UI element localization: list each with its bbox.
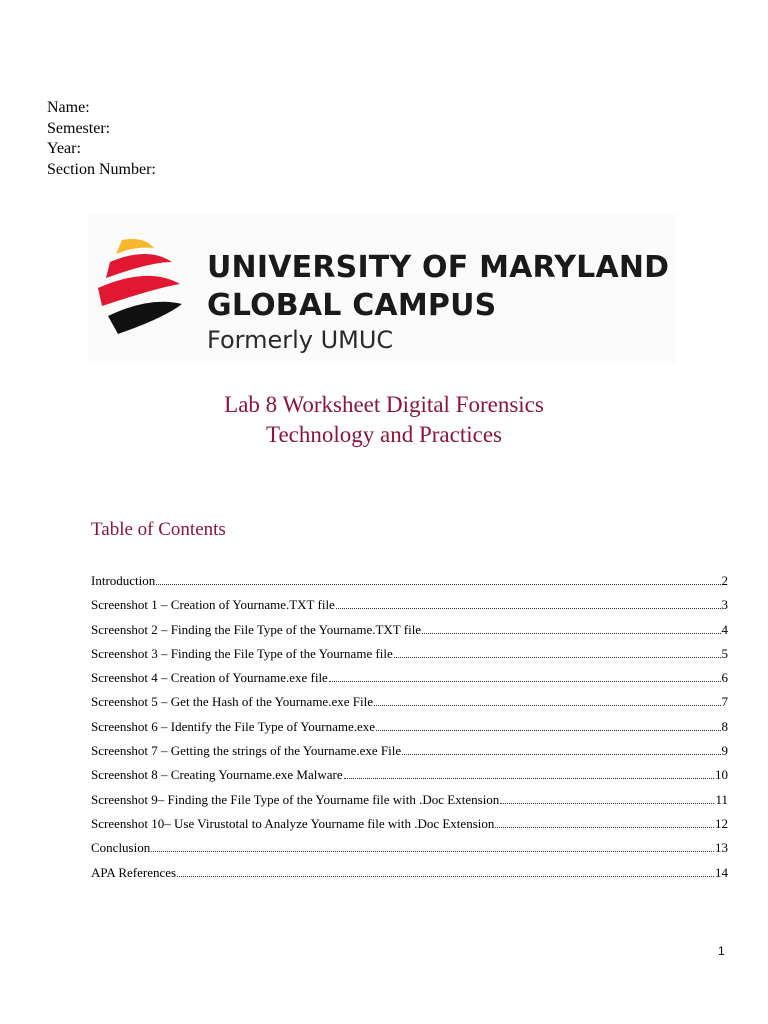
toc-entry-page: 14 — [715, 864, 728, 880]
toc-entry-label: Screenshot 2 – Finding the File Type of the Yourname.TXT file — [91, 621, 422, 637]
toc-entry[interactable] — [91, 694, 728, 718]
toc-entry[interactable] — [91, 767, 728, 791]
toc-dot-leader — [344, 778, 714, 779]
table-of-contents — [91, 573, 728, 889]
toc-dot-leader — [495, 827, 714, 828]
toc-dot-leader — [402, 754, 720, 755]
toc-entry-label: APA References — [91, 864, 177, 880]
toc-entry[interactable] — [91, 597, 728, 621]
toc-entry-page: 5 — [721, 645, 728, 661]
toc-entry-label: Screenshot 5 – Get the Hash of the Yourname.exe File — [91, 694, 373, 710]
toc-entry[interactable] — [91, 743, 728, 767]
toc-entry[interactable] — [91, 622, 728, 646]
toc-entry-page: 9 — [721, 743, 728, 759]
university-logo — [88, 214, 676, 364]
toc-dot-leader — [156, 584, 720, 585]
toc-entry-label: Screenshot 9– Finding the File Type of the Yourname file with .Doc Extension — [91, 791, 500, 807]
globe-logo-icon — [92, 232, 190, 342]
logo-text-line-2: GLOBAL CAMPUS — [207, 288, 497, 323]
logo-text-line-1: UNIVERSITY OF MARYLAND — [207, 250, 670, 285]
toc-dot-leader — [336, 608, 721, 609]
toc-dot-leader — [422, 633, 720, 634]
toc-entry[interactable] — [91, 792, 728, 816]
toc-entry-label: Screenshot 4 – Creation of Yourname.exe file — [91, 670, 328, 686]
toc-entry[interactable] — [91, 573, 728, 597]
toc-entry[interactable] — [91, 719, 728, 743]
toc-dot-leader — [329, 681, 721, 682]
name-field-label: Name: — [47, 99, 90, 116]
toc-entry[interactable] — [91, 865, 728, 889]
toc-entry-label: Screenshot 3 – Finding the File Type of the Yourname file — [91, 645, 393, 661]
toc-entry-page: 2 — [721, 573, 728, 588]
year-field-label: Year: — [47, 140, 81, 157]
page-number: 1 — [718, 944, 725, 958]
toc-dot-leader — [500, 803, 714, 804]
toc-entry-label: Screenshot 10– Use Virustotal to Analyze Yourname file with .Doc Extension — [91, 815, 495, 831]
logo-text-line-3: Formerly UMUC — [207, 326, 394, 354]
toc-dot-leader — [394, 657, 721, 658]
toc-entry-label: Screenshot 7 – Getting the strings of the Yourname.exe File — [91, 743, 402, 759]
toc-entry[interactable] — [91, 816, 728, 840]
toc-entry[interactable] — [91, 840, 728, 864]
toc-dot-leader — [177, 876, 714, 877]
toc-entry-page: 12 — [715, 815, 728, 831]
toc-entry-page: 11 — [715, 791, 728, 807]
document-title — [0, 390, 768, 450]
semester-field-label: Semester: — [47, 119, 111, 137]
toc-dot-leader — [376, 730, 720, 731]
toc-dot-leader — [151, 851, 714, 852]
document-title-line-2: Technology and Practices — [266, 422, 502, 447]
toc-dot-leader — [374, 705, 721, 706]
toc-entry-page: 7 — [721, 694, 728, 710]
toc-entry-page: 8 — [721, 718, 728, 734]
toc-entry-label: Introduction — [91, 573, 156, 588]
toc-entry-page: 10 — [715, 767, 728, 783]
toc-heading: Table of Contents — [91, 519, 226, 540]
toc-entry-page: 6 — [721, 670, 728, 686]
document-title-line-1: Lab 8 Worksheet Digital Forensics — [224, 392, 544, 417]
toc-entry-page: 4 — [721, 621, 728, 637]
toc-entry-label: Screenshot 1 – Creation of Yourname.TXT file — [91, 597, 335, 613]
section-number-field-label: Section Number: — [47, 160, 156, 178]
toc-entry[interactable] — [91, 670, 728, 694]
toc-entry-label: Screenshot 6 – Identify the File Type of Yourname.exe — [91, 718, 376, 734]
header-fields — [47, 98, 156, 180]
toc-entry[interactable] — [91, 646, 728, 670]
toc-entry-label: Conclusion — [91, 840, 151, 856]
toc-entry-page: 3 — [721, 597, 728, 613]
toc-entry-label: Screenshot 8 – Creating Yourname.exe Malware — [91, 767, 343, 783]
toc-entry-page: 13 — [715, 840, 728, 856]
